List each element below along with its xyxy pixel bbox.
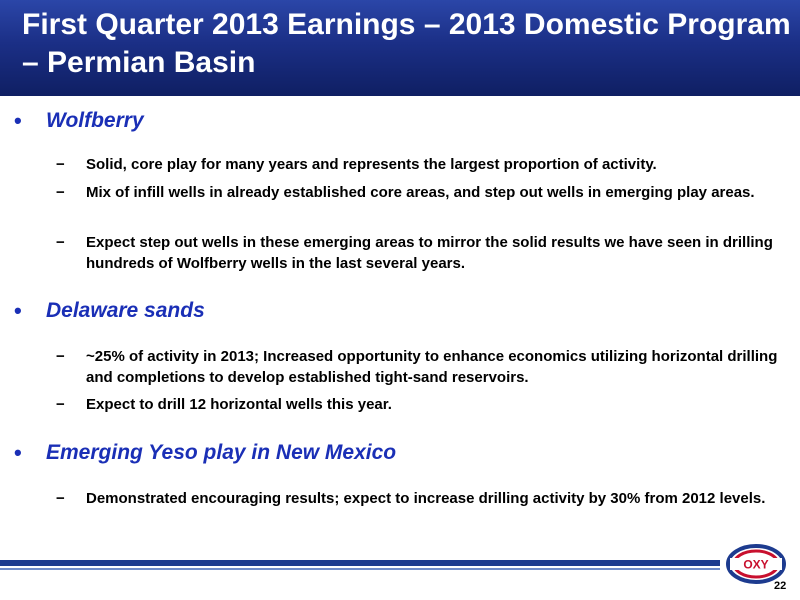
section-title: Delaware sands xyxy=(46,299,205,322)
list-item-text: Solid, core play for many years and represents the largest proportion of activity. xyxy=(86,156,657,173)
bullet-dot-icon: • xyxy=(14,108,22,133)
dash-icon: − xyxy=(56,396,65,413)
dash-icon: − xyxy=(56,348,65,365)
section-title: Wolfberry xyxy=(46,109,144,132)
dash-icon: − xyxy=(56,156,65,173)
list-item-text: Expect to drill 12 horizontal wells this year. xyxy=(86,396,392,413)
footer-rule xyxy=(0,560,720,566)
dash-icon: − xyxy=(56,234,65,251)
dash-icon: − xyxy=(56,490,65,507)
footer-rule-thin xyxy=(0,568,720,570)
page-number: 22 xyxy=(774,580,787,592)
section-title: Emerging Yeso play in New Mexico xyxy=(46,441,397,464)
bullet-dot-icon: • xyxy=(14,440,22,465)
list-item-text: Expect step out wells in these emerging areas to mirror the solid results we have seen in drilling hundreds of Wolfberry wells in the last several years. xyxy=(86,234,773,272)
bullet-dot-icon: • xyxy=(14,298,22,323)
list-item-text: Mix of infill wells in already established core areas, and step out wells in emerging play areas. xyxy=(86,184,755,201)
list-item-text: ~25% of activity in 2013; Increased opportunity to enhance economics utilizing horizontal drilling and completions to develop established tight-sand reservoirs. xyxy=(86,348,778,386)
dash-icon: − xyxy=(56,184,65,201)
logo-text: OXY xyxy=(743,557,769,572)
slide-header xyxy=(0,0,800,96)
slide-title: First Quarter 2013 Earnings – 2013 Domestic Program – Permian Basin xyxy=(22,8,791,79)
list-item-text: Demonstrated encouraging results; expect to increase drilling activity by 30% from 2012 levels. xyxy=(86,490,766,507)
